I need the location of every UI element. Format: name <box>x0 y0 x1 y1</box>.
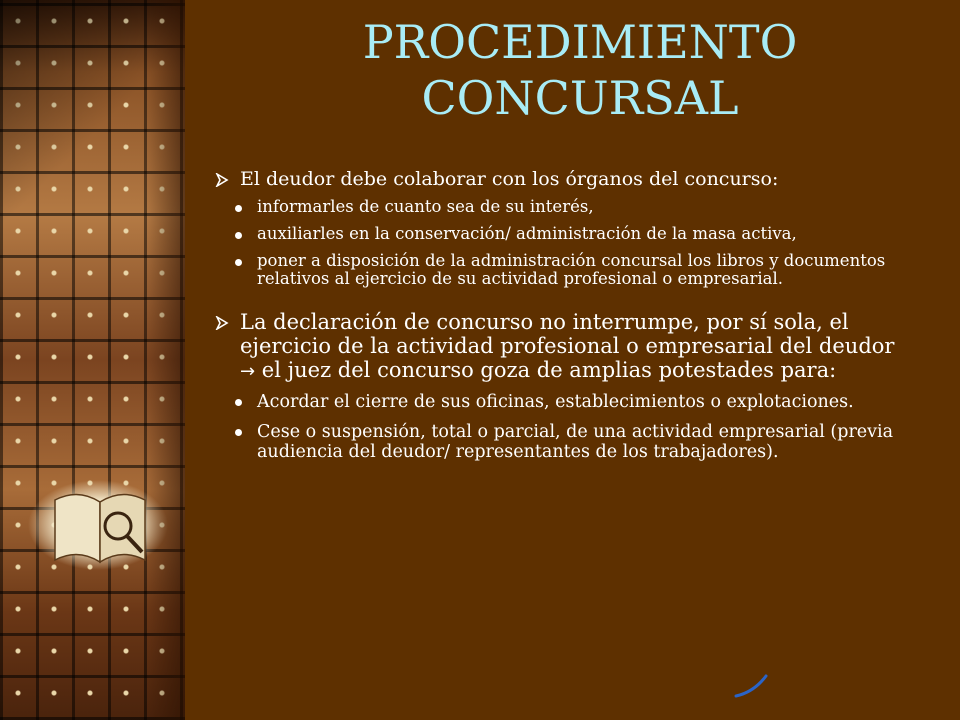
slide-body <box>215 168 915 472</box>
list-item <box>215 252 915 288</box>
card-catalog-photo <box>0 0 185 720</box>
list-item <box>215 225 915 243</box>
chevron-arrow-icon <box>215 316 229 330</box>
blue-swoosh-icon <box>732 672 772 702</box>
photo-edge-shadow <box>145 0 185 720</box>
bullet-point-1-subitems <box>215 198 915 288</box>
title-line-2: CONCURSAL <box>421 71 739 125</box>
list-item <box>215 198 915 216</box>
bullet-point-2 <box>215 310 915 384</box>
list-item-text: informarles de cuanto sea de su interés, <box>257 197 594 216</box>
open-book-icon <box>50 480 150 570</box>
list-item <box>215 392 915 412</box>
round-dot-icon <box>235 399 242 406</box>
round-dot-icon <box>235 205 242 212</box>
title-line-1: PROCEDIMIENTO <box>362 15 798 69</box>
bullet-point-2-text-before: La declaración de concurso no interrumpe, por sí sola, el ejercicio de la actividad profesional o empresarial del deudor <box>240 310 895 358</box>
list-item-text: Cese o suspensión, total o parcial, de una actividad empresarial (previa audiencia del deudor/ representantes de los trabajadores). <box>257 422 894 462</box>
bullet-point-2-subitems <box>215 392 915 462</box>
bullet-point-2-text <box>240 310 915 384</box>
round-dot-icon <box>235 259 242 266</box>
list-item <box>215 422 915 462</box>
slide-title <box>200 14 960 126</box>
round-dot-icon <box>235 232 242 239</box>
bullet-point-2-text-after: el juez del concurso goza de amplias potestades para: <box>261 358 837 382</box>
right-arrow-icon: → <box>240 361 256 382</box>
bullet-point-1-text: El deudor debe colaborar con los órganos del concurso: <box>240 168 779 190</box>
list-item-text: poner a disposición de la administración concursal los libros y documentos relativos al ejercicio de su actividad profesional o empresarial. <box>257 251 886 288</box>
round-dot-icon <box>235 429 242 436</box>
list-item-text: Acordar el cierre de sus oficinas, establecimientos o explotaciones. <box>257 392 854 412</box>
list-item-text: auxiliarles en la conservación/ administración de la masa activa, <box>257 224 797 243</box>
bullet-point-1 <box>215 168 915 190</box>
chevron-arrow-icon <box>215 173 229 187</box>
